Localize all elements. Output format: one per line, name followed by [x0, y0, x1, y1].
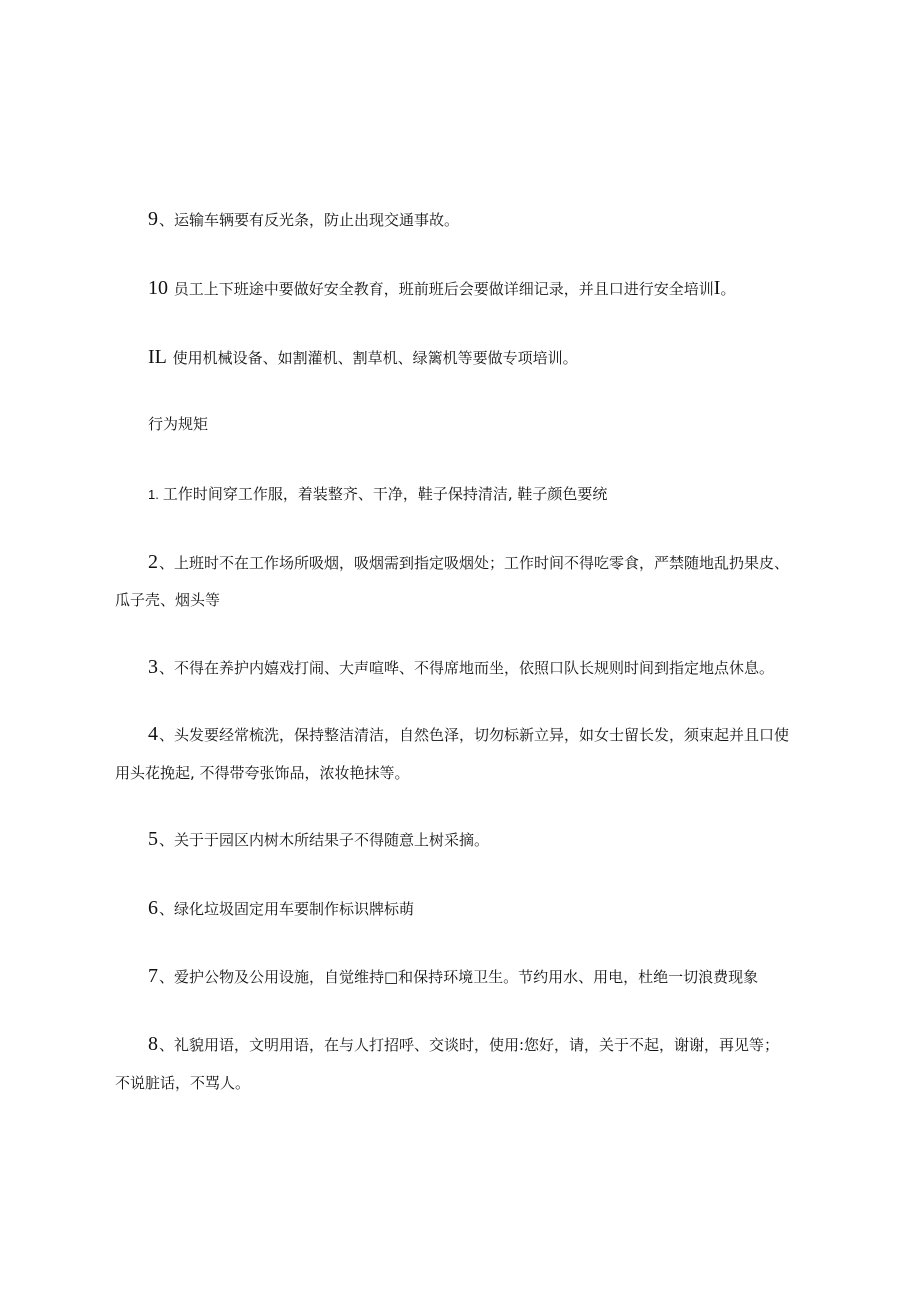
item-text: 、爱护公物及公用设施，自觉维持□和保持环境卫生。节约用水、用电，杜绝一切浪费现象 — [159, 968, 759, 986]
rule-3 — [148, 657, 774, 678]
item-number: 6 — [148, 897, 158, 919]
item-number: 10 — [148, 277, 168, 299]
item-number: 8 — [148, 1033, 158, 1055]
rule-4-line-1 — [148, 724, 789, 745]
item-number: 9 — [148, 208, 158, 230]
item-10 — [148, 278, 735, 299]
item-text: 、关于于园区内树木所结果子不得随意上树采摘。 — [159, 831, 490, 849]
rule-8-line-2: 不说脏话，不骂人。 — [115, 1074, 251, 1092]
item-text: 、绿化垃圾固定用车要制作标识牌标萌 — [159, 900, 415, 918]
item-11 — [148, 347, 578, 368]
item-number: 3 — [148, 656, 158, 678]
item-text: 、运输车辆要有反光条，防止出现交通事故。 — [159, 211, 460, 229]
item-number: 1. — [148, 487, 159, 502]
item-number: 4 — [148, 723, 158, 745]
item-text: 、礼貌用语，文明用语，在与人打招呼、交谈时，使用:您好，请，关于不起，谢谢，再见等； — [159, 1036, 780, 1054]
rule-6 — [148, 898, 414, 919]
item-end: 。 — [720, 280, 736, 298]
item-text: 、头发要经常梳洗，保持整洁清洁，自然色泽，切勿标新立异，如女士留长发，须束起并且口使 — [159, 726, 790, 744]
rule-2-line-2: 瓜子壳、烟头等 — [115, 591, 221, 609]
section-heading: 行为规矩 — [148, 415, 209, 433]
item-number: IL — [148, 346, 167, 368]
item-text: 、不得在养护内嬉戏打闹、大声喧哗、不得席地而坐，依照口队长规则时间到指定地点休息。 — [159, 659, 775, 677]
item-text: 员工上下班途中要做好安全教育，班前班后会要做详细记录，并且口进行安全培训 — [169, 280, 714, 298]
rule-4-line-2: 用头花挽起, 不得带夸张饰品，浓妆艳抹等。 — [115, 764, 410, 782]
rule-8-line-1 — [148, 1034, 779, 1055]
rule-7 — [148, 966, 758, 987]
rule-5 — [148, 829, 489, 850]
item-number: 5 — [148, 828, 158, 850]
rule-1 — [148, 484, 607, 505]
rule-2-line-1 — [148, 552, 789, 573]
item-9 — [148, 209, 459, 230]
item-text: 、上班时不在工作场所吸烟，吸烟需到指定吸烟处；工作时间不得吃零食，严禁随地乱扔果皮、 — [159, 554, 790, 572]
item-number: 2 — [148, 551, 158, 573]
item-text: 使用机械设备、如割灌机、割草机、绿篱机等要做专项培训。 — [167, 349, 578, 367]
item-text: 工作时间穿工作服，着装整齐、干净，鞋子保持清洁, 鞋子颜色要统 — [162, 485, 608, 503]
item-number: 7 — [148, 965, 158, 987]
item-suffix: I — [713, 277, 721, 299]
